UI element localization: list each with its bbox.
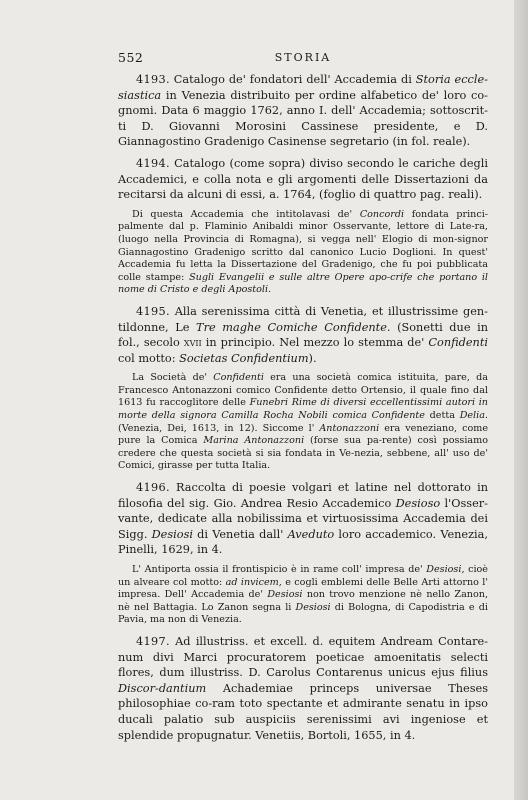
note-4194: Di questa Accademia che intitolavasi de' Concordi fondata princi-palmente dal p. Flaminio Anibaldi minor Osservante, lettore di Late-ra, (luogo nella Provincia di Romagna), si vegga nell' Elogio di mon-signor Giannagostino Gradenigo scritto dal canonico Lucio Doglioni. In quest' Accademia fu letta la Dissertazione del Gradenigo, che fu poi pubblicata colle stampe: Sugli Evangelii e sulle altre Opere apo-crife che portano il nome di Cristo e degli Apostoli. bbox=[118, 208, 489, 296]
entry-number: 4193. bbox=[136, 73, 170, 86]
running-title: STORIA bbox=[274, 51, 332, 64]
entry-number: 4195. bbox=[136, 304, 170, 318]
page-body bbox=[118, 72, 488, 749]
entry-4197: 4197. Ad illustriss. et excell. d. equitem Andream Contare-num divi Marci procuratorem poeticae amoenitatis selecti flores, dum illustriss. D. Carolus Contarenus unicus ejus filius Discor-dantium Achademiae princeps universae Theses philosophiae co-ram toto spectante et admirante senatu in ipso ducali palatio sub auspiciis serenissimi avi ingeniose et splendide propugnatur. Venetiis, Bortoli, 1655, in 4. bbox=[118, 634, 488, 742]
entry-4193: 4193. Catalogo de' fondatori dell' Accademia di Storia eccle-siastica in Venezia distribuito per ordine alfabetico de' loro co-gnomi. Data 6 maggio 1762, anno I. dell' Accademia; sottoscrit-ti D. Giovanni Morosini Cassinese presidente, e D. Giannagostino Gradenigo Casinense segretario (in fol. reale). bbox=[118, 73, 488, 149]
entry-4196: 4196. Raccolta di poesie volgari et latine nel dottorato in filosofia del sig. Gio. Andrea Resio Accademico Desioso l'Osser-vante, dedicate alla nobilissima et virtuosissima Accademia dei Sigg. Desiosi di Venetia dall' Aveduto loro accademico. Venezia, Pinelli, 1629, in 4. bbox=[118, 481, 488, 557]
page-header bbox=[118, 50, 488, 66]
entry-number: 4194. bbox=[136, 156, 170, 170]
note-4195: La Società de' Confidenti era una società comica istituita, pare, da Francesco Antonazzoni comico Confidente detto Ortensio, il quale fino dal 1613 fu raccoglitore delle Funebri Rime di diversi eccellentissimi autori in morte della signora Camilla Rocha Nobili comica Confidente detta Delia. (Venezia, Dei, 1613, in 12). Siccome l' Antonazzoni era veneziano, come pure la Comica Marina Antonazzoni (forse sua pa-rente) così possiamo credere che questa società si sia fondata in Ve-nezia, sebbene, all' uso de' Comici, girasse per tutta Italia. bbox=[118, 372, 488, 472]
page-number: 552 bbox=[118, 50, 144, 65]
page-edge-shadow bbox=[514, 0, 528, 800]
entry-number: 4197. bbox=[136, 634, 170, 648]
note-4196: L' Antiporta ossia il frontispicio è in rame coll' impresa de' Desiosi, cioè un alveare col motto: ad invicem, e cogli emblemi delle Belle Arti attorno l' impresa. Dell' Accademia de' Desiosi non trovo menzione nè nello Zanon, nè nel Battagia. Lo Zanon segna li Desiosi di Bologna, di Capodistria e di Pavia, ma non di Venezia. bbox=[118, 564, 489, 626]
entry-4194: 4194. Catalogo (come sopra) diviso secondo le cariche degli Accademici, e colla nota e gli argomenti delle Dissertazioni da recitarsi da alcuni di essi, a. 1764, (foglio di quattro pag. reali). bbox=[118, 156, 488, 202]
entry-4195: 4195. Alla serenissima città di Venetia, et illustrissime gen-tildonne, Le Tre maghe Comiche Confidente. (Sonetti due in fol., secolo xvii in principio. Nel mezzo lo stemma de' Confidenti col motto: Societas Confidentium). bbox=[118, 304, 489, 365]
entry-number: 4196. bbox=[136, 481, 170, 495]
